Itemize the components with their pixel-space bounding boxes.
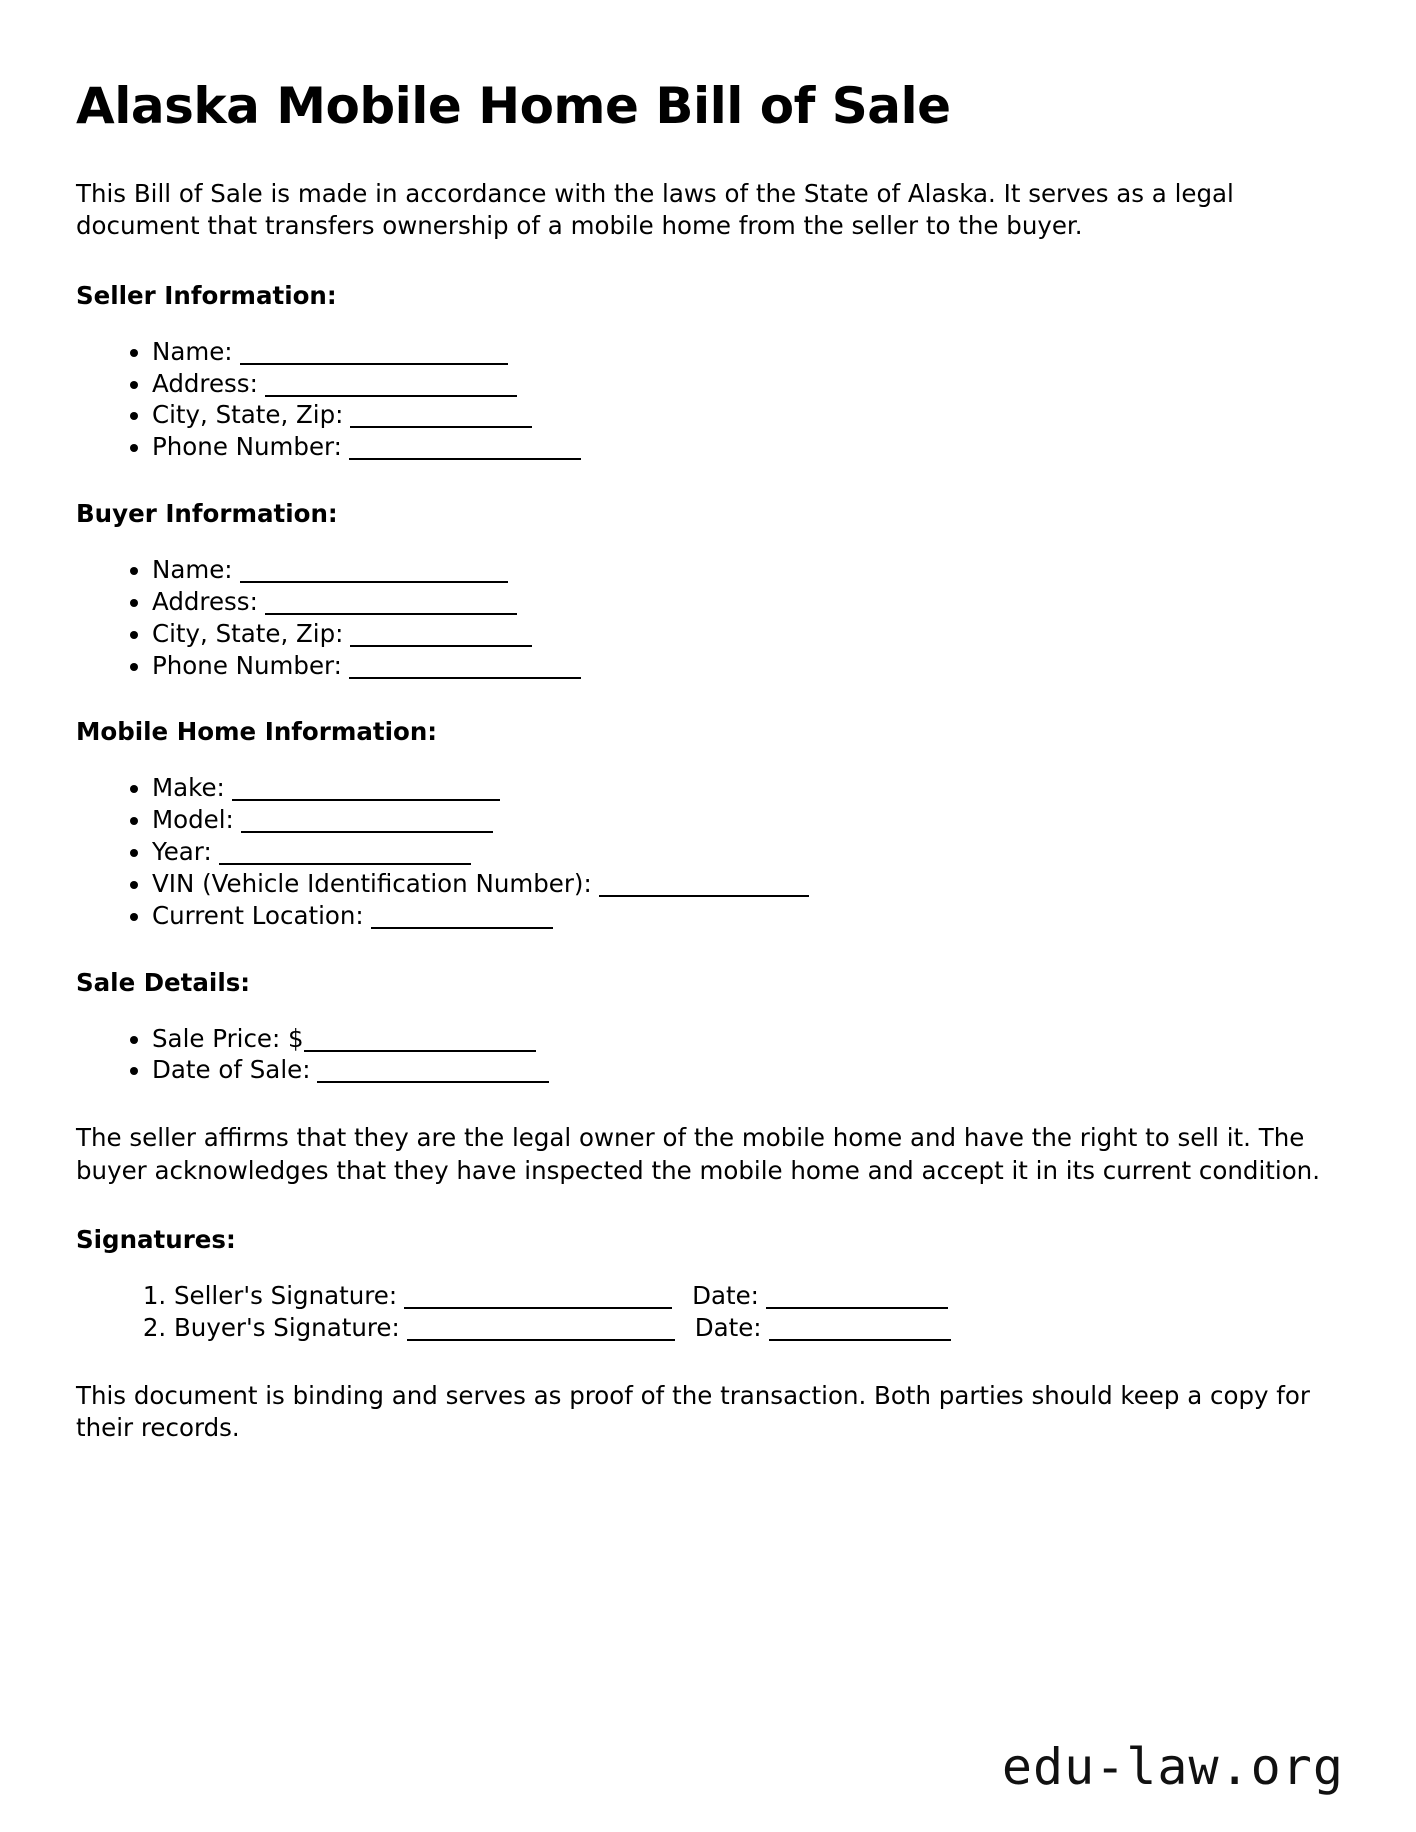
site-watermark: edu-law.org [1001, 1738, 1344, 1796]
list-item [152, 399, 1340, 431]
seller-phone-blank[interactable] [349, 438, 581, 460]
list-item [152, 554, 1340, 586]
list-item [152, 431, 1340, 463]
page-title: Alaska Mobile Home Bill of Sale [76, 77, 951, 135]
sale-price-blank[interactable] [304, 1030, 536, 1052]
affirmation-paragraph: The seller affirms that they are the legal owner of the mobile home and have the right to sell it. The buyer acknowledges that they have inspected the mobile home and accept it in its current condition. [76, 1123, 1320, 1185]
buyer-signature-label: Buyer's Signature: [174, 1312, 400, 1342]
buyer-date-blank[interactable] [769, 1319, 951, 1341]
model-blank[interactable] [241, 811, 493, 833]
seller-city-state-zip-blank[interactable] [350, 406, 532, 428]
list-item [174, 1280, 1340, 1312]
seller-name-blank[interactable] [240, 343, 508, 365]
sale-price-label: Sale Price: $ [152, 1023, 304, 1053]
seller-signature-blank[interactable] [404, 1287, 672, 1309]
list-item [152, 836, 1340, 868]
buyer-address-blank[interactable] [265, 593, 517, 615]
seller-information-heading: Seller Information: [76, 280, 337, 310]
current-location-blank[interactable] [371, 907, 553, 929]
buyer-date-label: Date: [694, 1312, 762, 1342]
buyer-address-label: Address: [152, 586, 258, 616]
intro-paragraph: This Bill of Sale is made in accordance with the laws of the State of Alaska. It serves as a legal document that transfers ownership of a mobile home from the seller to the buyer. [76, 179, 1234, 241]
year-blank[interactable] [219, 843, 471, 865]
mobile-home-information-heading: Mobile Home Information: [76, 717, 438, 747]
list-item [152, 618, 1340, 650]
buyer-signature-blank[interactable] [407, 1319, 675, 1341]
list-item [152, 804, 1340, 836]
buyer-name-label: Name: [152, 555, 233, 585]
list-item [174, 1312, 1340, 1344]
seller-name-label: Name: [152, 336, 233, 366]
signatures-list [76, 1280, 1340, 1344]
list-item [152, 650, 1340, 682]
date-of-sale-label: Date of Sale: [152, 1055, 311, 1085]
list-item [152, 368, 1340, 400]
model-label: Model: [152, 805, 234, 835]
year-label: Year: [152, 837, 212, 867]
sale-details-field-list [76, 1023, 1340, 1087]
buyer-city-state-zip-blank[interactable] [350, 625, 532, 647]
list-item [152, 586, 1340, 618]
seller-address-label: Address: [152, 368, 258, 398]
buyer-phone-label: Phone Number: [152, 650, 342, 680]
seller-date-label: Date: [692, 1280, 759, 1310]
buyer-information-heading: Buyer Information: [76, 499, 338, 529]
buyer-phone-blank[interactable] [349, 657, 581, 679]
make-blank[interactable] [232, 779, 500, 801]
make-label: Make: [152, 773, 225, 803]
seller-address-blank[interactable] [265, 375, 517, 397]
list-item [152, 1023, 1340, 1055]
list-item [152, 868, 1340, 900]
list-item [152, 900, 1340, 932]
seller-signature-label: Seller's Signature: [174, 1280, 398, 1310]
buyer-city-state-zip-label: City, State, Zip: [152, 618, 344, 648]
vin-blank[interactable] [599, 875, 809, 897]
signatures-heading: Signatures: [76, 1224, 236, 1254]
seller-information-field-list [76, 336, 1340, 463]
vin-label: VIN (Vehicle Identification Number): [152, 868, 592, 898]
list-item [152, 336, 1340, 368]
sale-details-heading: Sale Details: [76, 967, 251, 997]
seller-phone-label: Phone Number: [152, 432, 342, 462]
seller-date-blank[interactable] [766, 1287, 948, 1309]
date-of-sale-blank[interactable] [317, 1061, 549, 1083]
buyer-information-field-list [76, 554, 1340, 681]
seller-city-state-zip-label: City, State, Zip: [152, 400, 344, 430]
mobile-home-information-field-list [76, 772, 1340, 931]
list-item [152, 772, 1340, 804]
buyer-name-blank[interactable] [240, 561, 508, 583]
current-location-label: Current Location: [152, 900, 364, 930]
list-item [152, 1054, 1340, 1086]
closing-paragraph: This document is binding and serves as proof of the transaction. Both parties should keep a copy for their records. [76, 1380, 1310, 1442]
